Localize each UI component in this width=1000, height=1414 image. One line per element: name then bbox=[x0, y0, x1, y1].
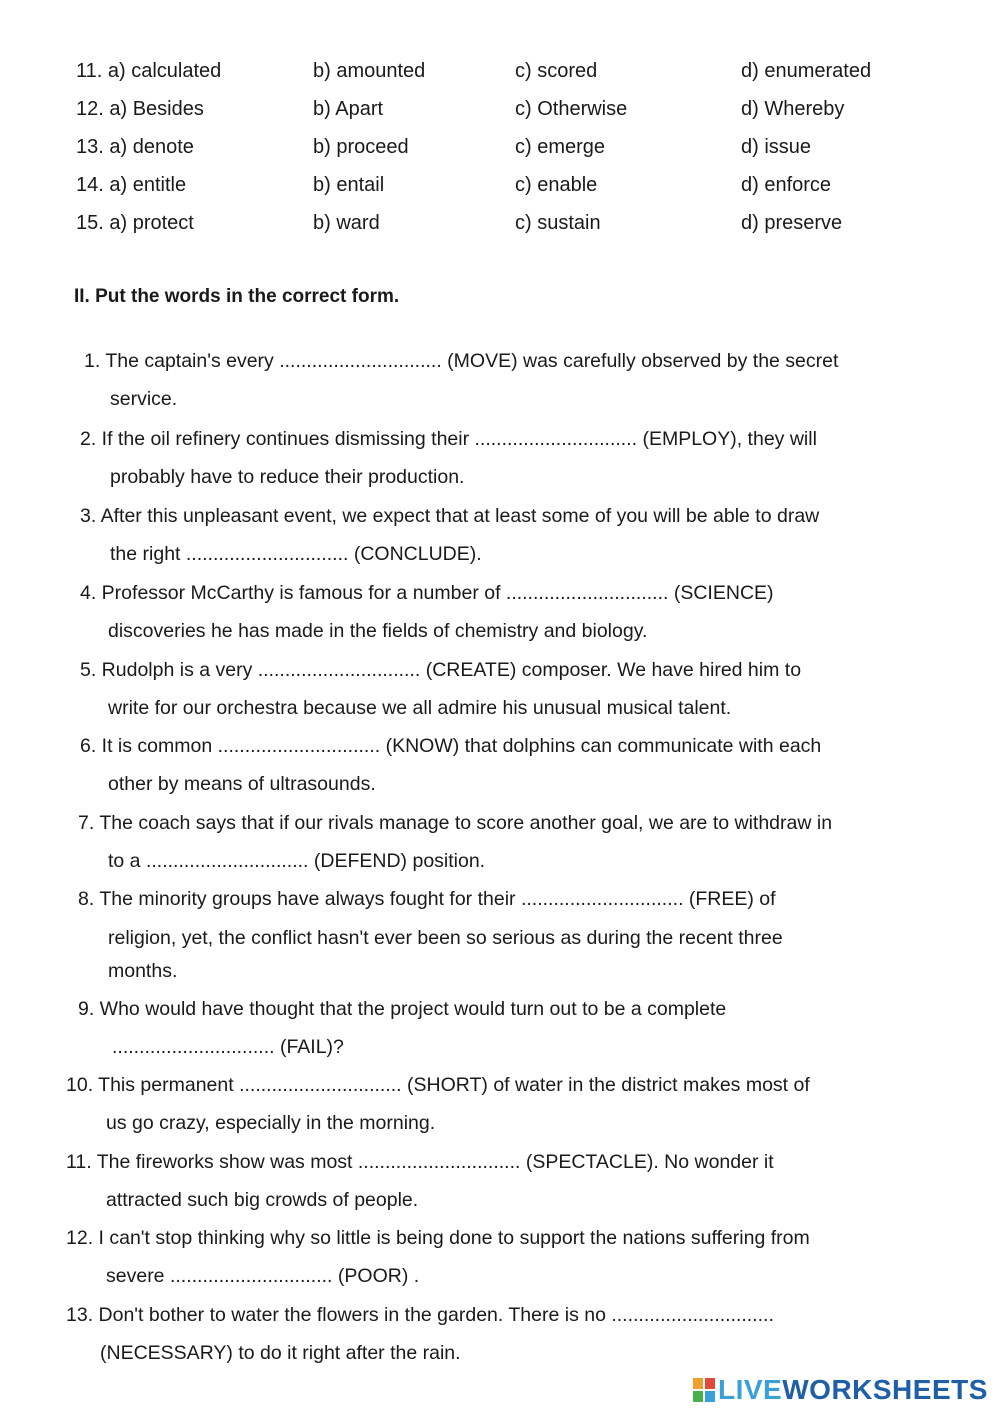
mc-question-number-and-option-a bbox=[76, 174, 186, 197]
exercise-line: probably have to reduce their production. bbox=[110, 466, 465, 488]
mc-question-number-and-option-a bbox=[76, 136, 194, 159]
mc-question-row bbox=[0, 136, 1000, 166]
mc-option-a: a) calculated bbox=[107, 60, 222, 82]
mc-question-number-and-option-a bbox=[76, 98, 204, 121]
mc-option-c: c) enable bbox=[515, 174, 598, 196]
mc-option-a: a) denote bbox=[109, 136, 194, 158]
exercise-line: 11. The fireworks show was most .............................. (SPECTACLE). No wonder it bbox=[66, 1151, 774, 1173]
mc-option-c: c) scored bbox=[515, 60, 598, 82]
exercise-line: 13. Don't bother to water the flowers in the garden. There is no .............................. bbox=[66, 1304, 774, 1326]
mc-question-row bbox=[0, 98, 1000, 128]
exercise-line: other by means of ultrasounds. bbox=[108, 773, 376, 795]
exercise-line: to a .............................. (DEFEND) position. bbox=[108, 850, 486, 872]
mc-option-b: b) entail bbox=[313, 174, 385, 196]
mc-option-d: d) preserve bbox=[741, 212, 843, 234]
mc-option-c: c) emerge bbox=[515, 136, 606, 158]
exercise-line: severe .............................. (POOR) . bbox=[106, 1265, 420, 1287]
liveworksheets-watermark bbox=[692, 1374, 988, 1406]
mc-question-number: 11. bbox=[76, 60, 103, 82]
mc-option-b: b) ward bbox=[313, 212, 380, 234]
mc-option-b: b) Apart bbox=[313, 98, 384, 120]
mc-option-d: d) enumerated bbox=[741, 60, 872, 82]
exercise-line: 7. The coach says that if our rivals manage to score another goal, we are to withdraw in bbox=[78, 812, 833, 834]
mc-question-number: 14. bbox=[76, 174, 104, 196]
exercise-line: months. bbox=[108, 960, 178, 982]
exercise-line: 6. It is common .............................. (KNOW) that dolphins can communicate with each bbox=[80, 735, 822, 757]
mc-option-a: a) entitle bbox=[109, 174, 187, 196]
mc-question-number: 13. bbox=[76, 136, 104, 158]
exercise-line: 3. After this unpleasant event, we expect that at least some of you will be able to draw bbox=[80, 505, 820, 527]
exercise-line: discoveries he has made in the fields of chemistry and biology. bbox=[108, 620, 648, 642]
logo-text-live: LIVE bbox=[718, 1374, 783, 1405]
exercise-line: service. bbox=[110, 388, 178, 410]
mc-option-b: b) amounted bbox=[313, 60, 426, 82]
exercise-line: 8. The minority groups have always fought for their .............................. (FREE) of bbox=[78, 888, 776, 910]
exercise-line: 4. Professor McCarthy is famous for a number of .............................. (SCIENCE) bbox=[80, 582, 774, 604]
mc-question-row bbox=[0, 60, 1000, 90]
exercise-line: 9. Who would have thought that the project would turn out to be a complete bbox=[78, 998, 727, 1020]
exercise-line: 10. This permanent .............................. (SHORT) of water in the district makes most of bbox=[66, 1074, 810, 1096]
exercise-line: 12. I can't stop thinking why so little is being done to support the nations suffering from bbox=[66, 1227, 810, 1249]
exercise-line: write for our orchestra because we all admire his unusual musical talent. bbox=[108, 697, 732, 719]
mc-question-number: 12. bbox=[76, 98, 104, 120]
exercise-line: us go crazy, especially in the morning. bbox=[106, 1112, 436, 1134]
mc-option-d: d) issue bbox=[741, 136, 812, 158]
exercise-line: religion, yet, the conflict hasn't ever been so serious as during the recent three bbox=[108, 927, 783, 949]
mc-question-number: 15. bbox=[76, 212, 104, 234]
mc-option-c: c) Otherwise bbox=[515, 98, 628, 120]
mc-option-b: b) proceed bbox=[313, 136, 409, 158]
exercise-line: attracted such big crowds of people. bbox=[106, 1189, 419, 1211]
exercise-line: (NECESSARY) to do it right after the rain. bbox=[100, 1342, 461, 1364]
exercise-line: 2. If the oil refinery continues dismissing their .............................. (EMPLOY), they will bbox=[80, 428, 817, 450]
exercise-line: .............................. (FAIL)? bbox=[112, 1036, 344, 1058]
mc-option-d: d) Whereby bbox=[741, 98, 845, 120]
section-heading: II. Put the words in the correct form. bbox=[74, 286, 400, 307]
mc-question-row bbox=[0, 174, 1000, 204]
mc-option-a: a) Besides bbox=[109, 98, 204, 120]
exercise-line: the right .............................. (CONCLUDE). bbox=[110, 543, 482, 565]
liveworksheets-logo-icon bbox=[692, 1377, 716, 1403]
mc-option-a: a) protect bbox=[109, 212, 194, 234]
exercise-line: 1. The captain's every .............................. (MOVE) was carefully observed by the secret bbox=[84, 350, 839, 372]
mc-option-c: c) sustain bbox=[515, 212, 601, 234]
mc-question-number-and-option-a bbox=[76, 60, 221, 83]
mc-option-d: d) enforce bbox=[741, 174, 832, 196]
mc-question-number-and-option-a bbox=[76, 212, 194, 235]
exercise-line: 5. Rudolph is a very .............................. (CREATE) composer. We have hired him to bbox=[80, 659, 802, 681]
mc-question-row bbox=[0, 212, 1000, 242]
logo-text-worksheets: WORKSHEETS bbox=[782, 1374, 988, 1405]
